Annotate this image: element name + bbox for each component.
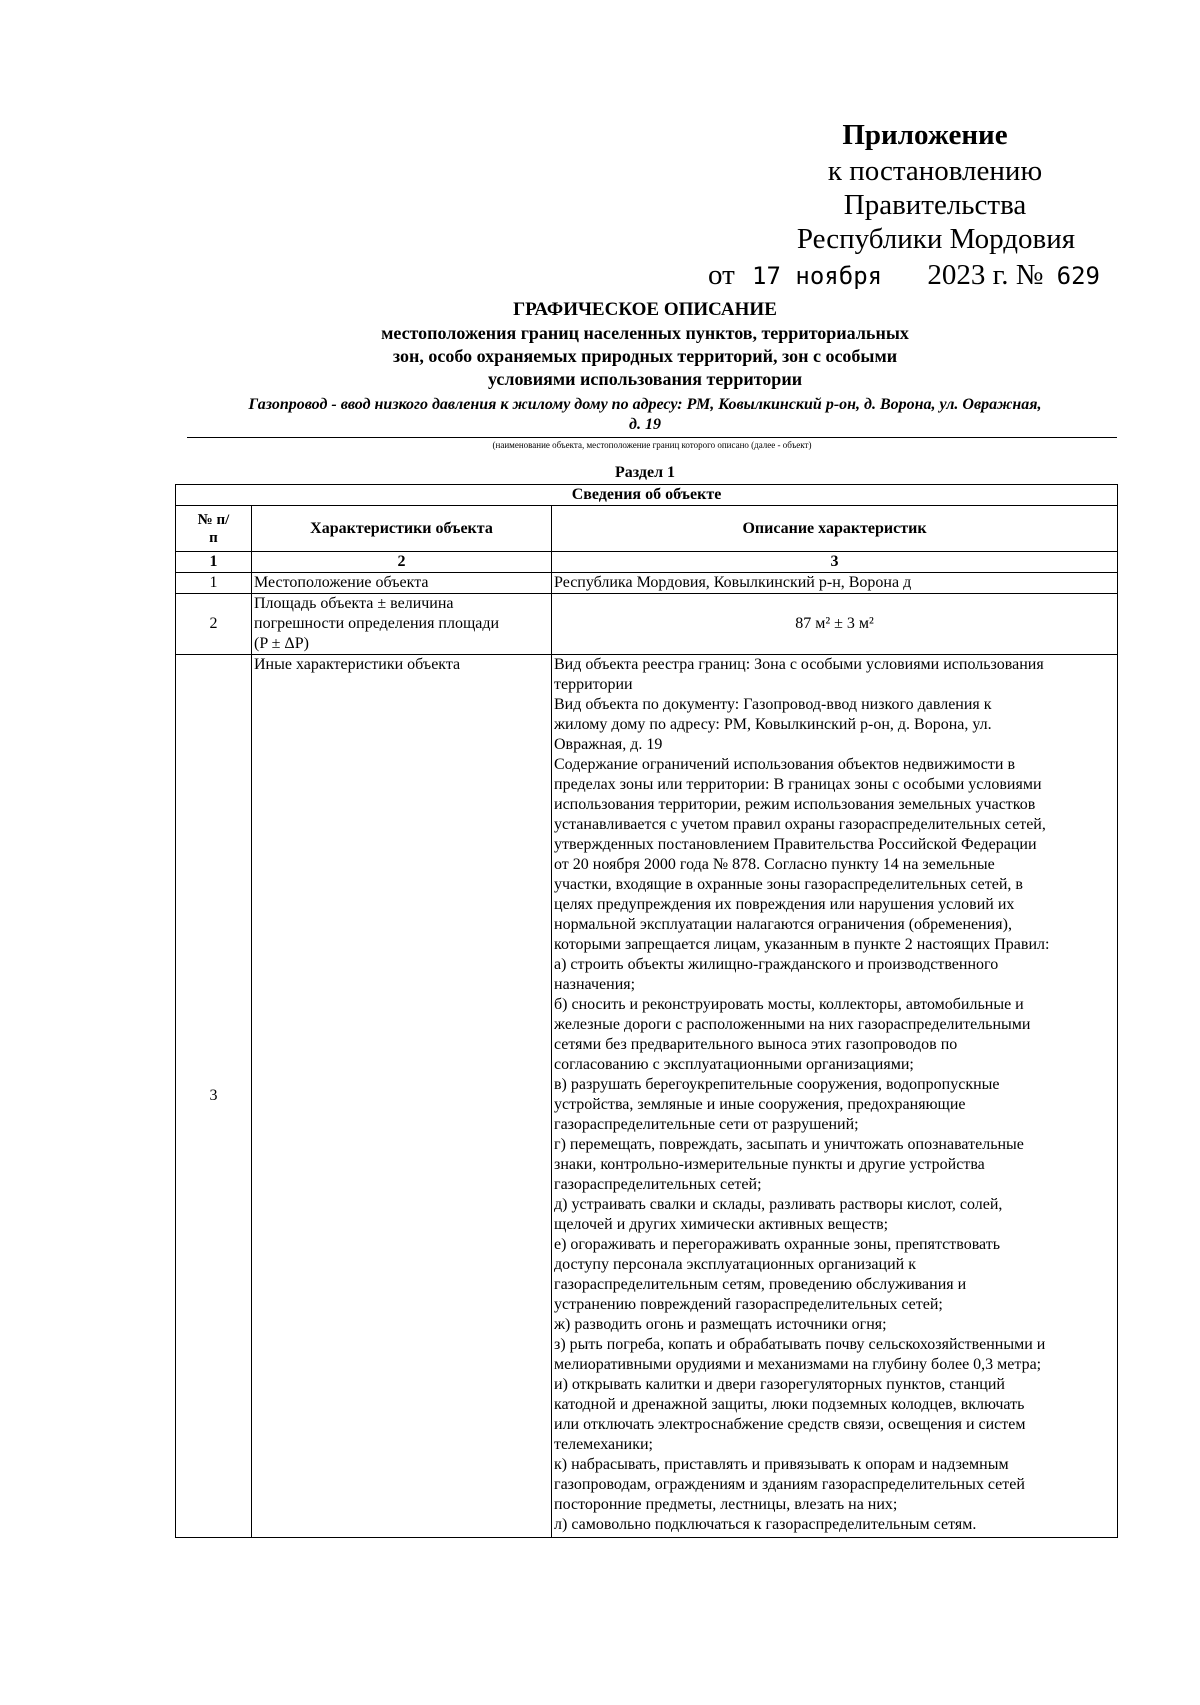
description-line: Овражная, д. 19 [554, 736, 663, 753]
object-underline [187, 437, 1117, 438]
row-number: 3 [176, 655, 252, 1538]
appendix-title: Приложение [842, 119, 1008, 151]
appendix-block [700, 118, 1120, 293]
decree-number: 629 [1056, 262, 1100, 290]
description-line: жилому дому по адресу: РМ, Ковылкинский р-он, д. Ворона, ул. [554, 716, 992, 733]
description-line: газораспределительным сетям, проведению обслуживания и [554, 1276, 967, 1293]
description-line: л) самовольно подключаться к газораспределительным сетям. [554, 1516, 977, 1533]
table-row [176, 655, 1118, 1538]
row-number: 2 [176, 594, 252, 655]
col-number-2: 2 [252, 552, 552, 573]
description-line: согласованию с эксплуатационными организациями; [554, 1056, 914, 1073]
subtitle-line-2: зон, особо охраняемых природных территорий, зон с особыми [392, 346, 898, 366]
description-line: газораспределительных сетей; [554, 1176, 762, 1193]
description-line: Вид объекта по документу: Газопровод-ввод низкого давления к [554, 696, 992, 713]
header-description: Описание характеристик [552, 506, 1118, 552]
description-line: посторонние предметы, лестницы, влезать на них; [554, 1496, 898, 1513]
row-description: 87 м² ± 3 м² [552, 594, 1118, 655]
description-line: катодной и дренажной защиты, люки подземных колодцев, включать [554, 1396, 1025, 1413]
description-line: з) рыть погреба, копать и обрабатывать почву сельскохозяйственными и [554, 1336, 1046, 1353]
header-characteristic: Характеристики объекта [252, 506, 552, 552]
description-line: устанавливается с учетом правил охраны газораспределительных сетей, [554, 816, 1046, 833]
document-heading [175, 298, 1115, 391]
subtitle-line-1: местоположения границ населенных пунктов, территориальных [381, 323, 909, 343]
object-name [185, 395, 1105, 435]
description-line: сетями без предварительного выноса этих газопроводов по [554, 1036, 958, 1053]
description-line: Вид объекта реестра границ: Зона с особыми условиями использования [554, 656, 1044, 673]
description-line: в) разрушать берегоукрепительные сооружения, водопропускные [554, 1076, 1000, 1093]
description-line: к) набрасывать, приставлять и привязывать к опорам и надземным [554, 1456, 1009, 1473]
description-line: д) устраивать свалки и склады, разливать растворы кислот, солей, [554, 1196, 1003, 1213]
date-year: 2023 г. № [927, 259, 1044, 291]
description-line: от 20 ноября 2000 года № 878. Согласно пункту 14 на земельные [554, 856, 995, 873]
description-line: мелиоративными орудиями и механизмами на глубину более 0,3 метра; [554, 1356, 1042, 1373]
row-description [552, 655, 1118, 1538]
object-name-line-2: д. 19 [629, 416, 661, 433]
col-number-3: 3 [552, 552, 1118, 573]
characteristic-line: (P ± ΔP) [254, 635, 309, 652]
description-line: утвержденных постановлением Правительства Российской Федерации [554, 836, 1037, 853]
description-line: территории [554, 676, 633, 693]
date-day-month: 17 ноября [752, 262, 883, 290]
object-name-line-1: Газопровод - ввод низкого давления к жилому дому по адресу: РМ, Ковылкинский р-он, д. Ворона, ул. Овражная, [248, 396, 1042, 413]
description-line: знаки, контрольно-измерительные пункты и другие устройства [554, 1156, 985, 1173]
description-line: щелочей и других химически активных веществ; [554, 1216, 889, 1233]
description-line: железные дороги с расположенными на них газораспределительными [554, 1016, 1031, 1033]
row-characteristic: Иные характеристики объекта [252, 655, 552, 1538]
description-line: нормальной эксплуатации налагаются ограничения (обременения), [554, 916, 1012, 933]
description-line: устранению повреждений газораспределительных сетей; [554, 1296, 943, 1313]
description-line: б) сносить и реконструировать мосты, коллекторы, автомобильные и [554, 996, 1024, 1013]
header-number: № п/п [176, 506, 252, 552]
description-line: газораспределительные сети от разрушений; [554, 1116, 859, 1133]
row-characteristic: Местоположение объекта [252, 573, 552, 594]
description-line: участки, входящие в охранные зоны газораспределительных сетей, в [554, 876, 1023, 893]
description-line: ж) разводить огонь и размещать источники огня; [554, 1316, 887, 1333]
description-line: телемеханики; [554, 1436, 653, 1453]
description-line: а) строить объекты жилищно-гражданского и производственного [554, 956, 999, 973]
document-title: ГРАФИЧЕСКОЕ ОПИСАНИЕ [513, 299, 777, 320]
description-line: доступу персонала эксплуатационных организаций к [554, 1256, 916, 1273]
row-number: 1 [176, 573, 252, 594]
appendix-line-1: к постановлению Правительства [827, 155, 1043, 221]
subtitle-line-3: условиями использования территории [487, 369, 803, 389]
description-line: пределах зоны или территории: В границах зоны с особыми условиями [554, 776, 1042, 793]
appendix-line-2: Республики Мордовия [796, 223, 1076, 255]
description-line: устройства, земляные и иные сооружения, предохраняющие [554, 1096, 966, 1113]
characteristic-line: погрешности определения площади [254, 615, 500, 632]
description-line: е) огораживать и перегораживать охранные зоны, препятствовать [554, 1236, 1001, 1253]
row-description: Республика Мордовия, Ковылкинский р-н, Ворона д [552, 573, 1118, 594]
appendix-date-line [700, 258, 1120, 293]
description-line: целях предупреждения их повреждения или нарушения условий их [554, 896, 1015, 913]
description-line: газопроводам, ограждениям и зданиям газораспределительных сетей [554, 1476, 1025, 1493]
description-line: назначения; [554, 976, 636, 993]
description-line: использования территории, режим использования земельных участков [554, 796, 1036, 813]
table-title: Сведения об объекте [176, 485, 1118, 506]
col-number-1: 1 [176, 552, 252, 573]
section-label: Раздел 1 [614, 464, 676, 481]
object-hint: (наименование объекта, местоположение границ которого описано (далее - объект) [492, 440, 812, 450]
description-line: или отключать электроснабжение средств связи, освещения и систем [554, 1416, 1026, 1433]
description-line: Содержание ограничений использования объектов недвижимости в [554, 756, 1015, 773]
row-characteristic [252, 594, 552, 655]
table-row [176, 594, 1118, 655]
description-line: г) перемещать, повреждать, засыпать и уничтожать опознавательные [554, 1136, 1024, 1153]
date-prefix: от [708, 259, 735, 291]
table-row [176, 573, 1118, 594]
description-line: которыми запрещается лицам, указанным в пункте 2 настоящих Правил: [554, 936, 1050, 953]
description-line: и) открывать калитки и двери газорегуляторных пунктов, станций [554, 1376, 1005, 1393]
characteristic-line: Площадь объекта ± величина [254, 595, 454, 612]
object-info-table [175, 484, 1118, 1538]
